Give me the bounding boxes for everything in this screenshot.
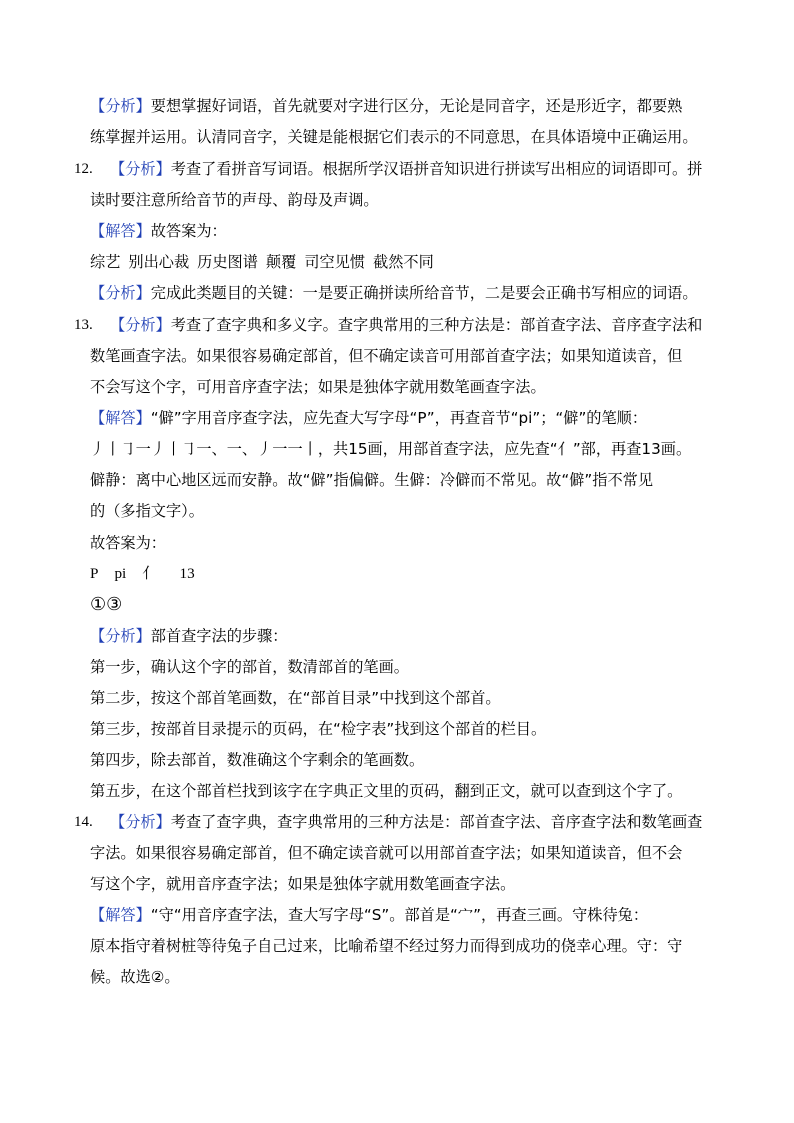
q12-analysis-line-1 xyxy=(110,158,702,180)
q14-answer-line-3 xyxy=(90,966,180,988)
question-number-12: 12. xyxy=(74,161,93,177)
q14-answer-line-1 xyxy=(90,904,648,926)
q12-analysis2-text: 完成此类题目的关键：一是要正确拼读所给音节，二是要会正确书写相应的词语。 xyxy=(150,284,698,302)
q13-answer-line-3 xyxy=(90,469,653,491)
question-number-13: 13. xyxy=(74,317,93,333)
q14-analysis-text-3: 写这个字，就用音序查字法；如果是独体字就用数笔画查字法。 xyxy=(90,875,516,893)
q13-step-text: 第一步，确认这个字的部首，数清部首的笔画。 xyxy=(90,658,409,676)
q13-analysis-text-3: 不会写这个字，可用音序查字法；如果是独体字就用数笔画查字法。 xyxy=(90,378,546,396)
q12-answer-item: 司空见惯 xyxy=(304,253,365,271)
intro-text-2: 练掌握并运用。认清同音字，关键是能根据它们表示的不同意思，在具体语境中正确运用。 xyxy=(90,128,698,146)
q13-answer-value-syllable: pi xyxy=(114,565,127,582)
q13-step-text: 第三步，按部首目录提示的页码，在“检字表”找到这个部首的栏目。 xyxy=(90,720,547,738)
q12-answer-item: 颠覆 xyxy=(265,253,297,271)
q14-answer-text-3: 候。故选②。 xyxy=(90,968,180,986)
q14-analysis-text-2: 字法。如果很容易确定部首，但不确定读音就可以用部首查字法；如果知道读音，但不会 xyxy=(90,844,683,862)
q14-analysis-text-1: 考查了查字典，查字典常用的三种方法是：部首查字法、音序查字法和数笔画查 xyxy=(170,813,703,831)
q13-answer-values xyxy=(90,563,195,585)
q13-answer-value-strokes: 13 xyxy=(179,565,195,582)
analysis-tag: 【分析】 xyxy=(90,284,151,302)
q13-answer-value-letter: P xyxy=(90,565,99,582)
q13-step xyxy=(90,718,546,740)
q13-analysis2-title-line xyxy=(90,625,287,647)
q13-analysis-line-3 xyxy=(90,376,546,398)
intro-line-1 xyxy=(90,95,682,117)
q13-step xyxy=(90,780,682,802)
intro-line-2 xyxy=(90,126,698,148)
q13-answer-text-2: 丿丨㇆一丿丨㇆一、一、丿一一丨，共15画，用部首查字法，应先查“亻”部，再查13画。 xyxy=(90,440,692,458)
q14-answer-line-2 xyxy=(90,935,682,957)
analysis-tag: 【分析】 xyxy=(110,813,171,831)
q13-step-text: 第五步，在这个部首栏找到该字在字典正文里的页码，翻到正文，就可以查到这个字了。 xyxy=(90,782,683,800)
q12-answer-item: 综艺 xyxy=(90,253,121,271)
q12-answer-item: 历史图谱 xyxy=(197,253,258,271)
q12-answer-item: 截然不同 xyxy=(373,253,434,271)
q12-analysis2-line xyxy=(90,282,698,304)
q13-answer-intro-line xyxy=(90,532,166,554)
q12-analysis-line-2 xyxy=(90,189,379,211)
q13-step xyxy=(90,656,409,678)
q13-answer-text-3: 僻静：离中心地区远而安静。故“僻”指偏僻。生僻：冷僻而不常见。故“僻”指不常见 xyxy=(90,471,654,489)
q13-analysis-text-1: 考查了查字典和多义字。查字典常用的三种方法是：部首查字法、音序查字法和 xyxy=(170,316,703,334)
q14-analysis-line-3 xyxy=(90,873,515,895)
q13-step xyxy=(90,749,424,771)
analysis-tag: 【分析】 xyxy=(90,627,151,645)
analysis-tag: 【分析】 xyxy=(90,97,151,115)
q12-answer-list xyxy=(90,251,442,273)
q12-analysis-text-1: 考查了看拼音写词语。根据所学汉语拼音知识进行拼读写出相应的词语即可。拼 xyxy=(170,160,703,178)
answer-tag: 【解答】 xyxy=(90,409,151,427)
q13-step-text: 第四步，除去部首，数准确这个字剩余的笔画数。 xyxy=(90,751,425,769)
q13-answer-line-2 xyxy=(90,438,691,460)
answer-tag: 【解答】 xyxy=(90,906,151,924)
q13-analysis-text-2: 数笔画查字法。如果很容易确定部首，但不确定读音可用部首查字法；如果知道读音，但 xyxy=(90,347,683,365)
q13-answer-line-4 xyxy=(90,500,204,522)
q12-answer-item: 别出心裁 xyxy=(128,253,190,271)
q14-answer-text-2: 原本指守着树桩等待兔子自己过来，比喻希望不经过努力而得到成功的侥幸心理。守：守 xyxy=(90,937,683,955)
q13-answer-choices xyxy=(90,594,122,616)
q13-answer-text-4: 的（多指文字）。 xyxy=(90,502,204,520)
analysis-tag: 【分析】 xyxy=(110,160,171,178)
q13-answer-intro: 故答案为： xyxy=(90,534,166,552)
answer-tag: 【解答】 xyxy=(90,222,151,240)
q13-analysis-line-1 xyxy=(110,314,702,336)
q13-step-text: 第二步，按这个部首笔画数，在“部首目录”中找到这个部首。 xyxy=(90,689,501,707)
q13-answer-value-radical: 亻 xyxy=(142,565,158,582)
q12-analysis-text-2: 读时要注意所给音节的声母、韵母及声调。 xyxy=(90,191,379,209)
intro-text-1: 要想掌握好词语，首先就要对字进行区分，无论是同音字，还是形近字，都要熟 xyxy=(150,97,683,115)
q13-answer-line-1 xyxy=(90,407,647,429)
q14-analysis-line-1 xyxy=(110,811,702,833)
q13-analysis-line-2 xyxy=(90,345,682,367)
q13-analysis2-title: 部首查字法的步骤： xyxy=(150,627,288,645)
q13-answer-text-1: “僻”字用音序查字法，应先查大写字母“P”，再查音节“pi”；“僻”的笔顺： xyxy=(150,409,648,427)
q14-analysis-line-2 xyxy=(90,842,682,864)
q12-answer-line xyxy=(90,220,227,242)
question-number-14: 14. xyxy=(74,814,93,830)
q13-step xyxy=(90,687,501,709)
analysis-tag: 【分析】 xyxy=(110,316,171,334)
q13-answer-choices-text: ①③ xyxy=(90,594,123,615)
q14-answer-text-1: “守“用音序查字法，查大写字母“S”。部首是“宀”，再查三画。守株待兔： xyxy=(150,906,649,924)
q12-answer-intro: 故答案为： xyxy=(150,222,227,240)
